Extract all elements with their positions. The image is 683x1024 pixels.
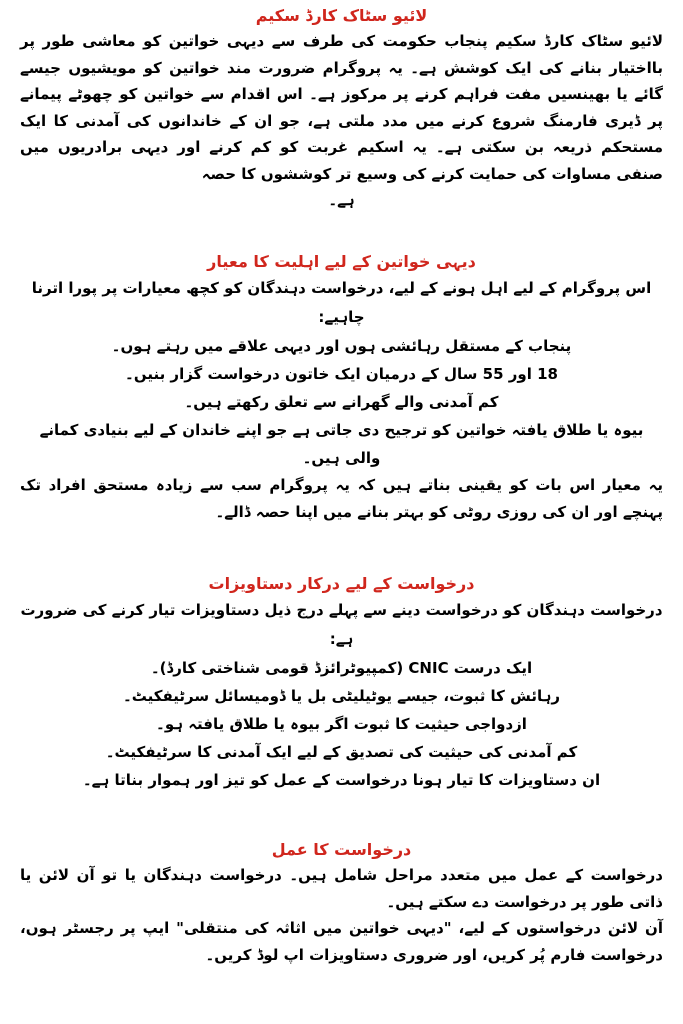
process-paragraph: درخواست کے عمل میں متعدد مراحل شامل ہیں۔ درخواست دہندگان یا تو آن لائن یا ذاتی طور پر درخواست دے سکتے ہیں۔ <box>20 866 663 911</box>
list-item: کم آمدنی کی حیثیت کی تصدیق کے لیے ایک آمدنی کا سرٹیفکیٹ۔ <box>105 743 578 761</box>
section-heading: لائیو سٹاک کارڈ سکیم <box>255 6 428 25</box>
documents-list <box>20 654 663 794</box>
intro-paragraph: لائیو سٹاک کارڈ سکیم پنجاب حکومت کی طرف سے دیہی خواتین کو معاشی طور پر بااختیار بنانے کی ایک کوشش ہے۔ یہ پروگرام ضرورت مند خواتین کو مویشیوں جیسے گائے یا بھینسیں مفت فراہم کرنے پر مرکوز ہے۔ اس اقدام سے خواتین کو چھوٹے پیمانے پر ڈیری فارمنگ شروع کرنے میں مدد ملتی ہے، جو ان کے خاندانوں کی آمدنی کا ایک مستحکم ذریعہ بن سکتی ہے۔ یہ اسکیم غربت کو کم کرنے اور دیہی برادریوں میں صنفی مساوات کی حمایت کرنے کی وسیع تر کوششوں کا حصہ <box>20 32 663 183</box>
list-item: کم آمدنی والے گھرانے سے تعلق رکھتے ہیں۔ <box>184 393 499 411</box>
paragraph-tail: ہے۔ <box>328 191 355 209</box>
section-livestock-card-scheme <box>20 4 663 250</box>
eligibility-closing: یہ معیار اس بات کو یقینی بناتے ہیں کہ یہ پروگرام سب سے زیادہ مستحق افراد تک پہنچے اور ان کی روزی روٹی کو بہتر بنانے میں اپنا حصہ ڈالے۔ <box>20 476 663 521</box>
section-required-documents <box>20 572 663 838</box>
list-item: بیوہ یا طلاق یافتہ خواتین کو ترجیح دی جاتی ہے جو اپنے خاندان کے لیے بنیادی کمانے والی ہیں۔ <box>39 421 644 467</box>
section-heading: درخواست کا عمل <box>271 840 412 859</box>
eligibility-intro: اس پروگرام کے لیے اہل ہونے کے لیے، درخواست دہندگان کو کچھ معیارات پر پورا اترنا چاہیے: <box>31 279 652 326</box>
list-item: پنجاب کے مستقل رہائشی ہوں اور دیہی علاقے میں رہتے ہوں۔ <box>111 337 572 355</box>
documents-intro: درخواست دہندگان کو درخواست دینے سے پہلے درج ذیل دستاویزات تیار کرنے کی ضرورت ہے: <box>20 601 663 648</box>
list-item: ان دستاویزات کا تیار ہونا درخواست کے عمل کو تیز اور ہموار بناتا ہے۔ <box>82 771 601 789</box>
section-application-process <box>20 838 663 998</box>
list-item: 18 اور 55 سال کے درمیان ایک خاتون درخواست گزار بنیں۔ <box>125 365 558 383</box>
process-paragraph: آن لائن درخواستوں کے لیے، "دیہی خواتین میں اثاثہ کی منتقلی" ایپ پر رجسٹر ہوں، درخواست فارم پُر کریں، اور ضروری دستاویزات اپ لوڈ کریں۔ <box>20 919 663 964</box>
eligibility-list <box>20 332 663 472</box>
section-eligibility <box>20 250 663 572</box>
list-item: ایک درست CNIC (کمپیوٹرائزڈ قومی شناختی کارڈ)۔ <box>150 659 533 677</box>
section-heading: درخواست کے لیے درکار دستاویزات <box>208 574 475 593</box>
section-heading: دیہی خواتین کے لیے اہلیت کا معیار <box>207 252 476 271</box>
list-item: رہائش کا ثبوت، جیسے یوٹیلیٹی بل یا ڈومیسائل سرٹیفکیٹ۔ <box>122 687 561 705</box>
list-item: ازدواجی حیثیت کا ثبوت اگر بیوہ یا طلاق یافتہ ہو۔ <box>156 715 527 733</box>
